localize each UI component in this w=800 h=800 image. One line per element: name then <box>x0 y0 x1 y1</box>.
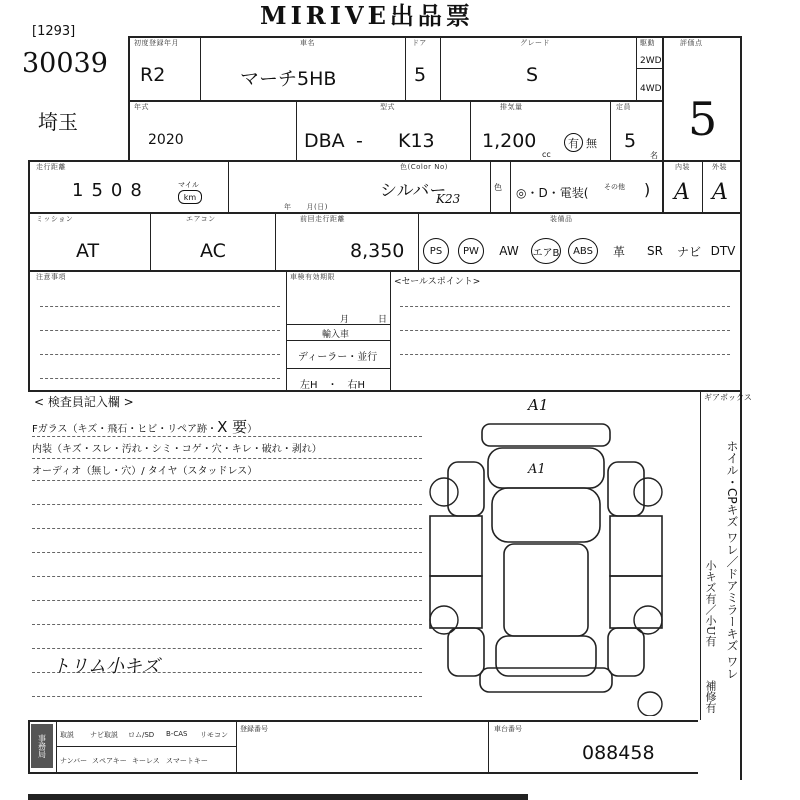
check-manual: 取説 <box>60 731 74 739</box>
car-diagram <box>420 396 670 716</box>
hdr-equip: 装備品 <box>550 215 573 223</box>
left-rear-fender <box>448 628 484 676</box>
rating-exterior: A <box>712 180 728 205</box>
mileage-digit: 8 <box>130 180 142 201</box>
hdr-exterior-score: 外装 <box>712 163 727 171</box>
right-rear-fender <box>608 628 644 676</box>
spare-tire <box>638 692 662 716</box>
glass-line-mark: X 要 <box>217 418 248 436</box>
model-year: 2020 <box>148 132 184 148</box>
displacement: 1,200 <box>482 130 537 152</box>
equip-abs: ABS <box>568 238 598 264</box>
glass-line-text: Fガラス（キズ・飛石・ヒビ・リペア跡・ <box>32 424 218 435</box>
hdr-car-name: 車名 <box>300 39 315 47</box>
check-navi-manual: ナビ取説 <box>90 731 118 739</box>
left-front-door <box>430 516 482 576</box>
glass-line-close: ） <box>247 424 258 435</box>
color-options: ◎・D・電装( <box>516 186 589 200</box>
hdr-interior-score: 内装 <box>675 163 690 171</box>
hdr-grade: グレード <box>520 39 550 47</box>
equip-dtv: DTV <box>710 244 736 258</box>
hdr-color: 色(Color No) <box>400 163 448 171</box>
right-note-sub1: 小キズ有／小U有 <box>704 560 717 647</box>
hdr-drive: 駆動 <box>640 39 655 47</box>
front-bumper <box>482 424 610 446</box>
mileage-unit-km: km <box>178 190 202 204</box>
mileage-digit: 0 <box>110 180 123 201</box>
drive-4wd: 4WD <box>640 84 662 94</box>
equip-sr: SR <box>647 244 663 258</box>
grade: S <box>526 64 539 86</box>
steering-side: 左H ・ 右H <box>300 380 366 391</box>
right-note-main: ホイル・CPキズ ワレ／ドアミラーキズ ワレ <box>725 440 739 680</box>
glass-line <box>32 416 257 437</box>
hdr-notes: 注意事項 <box>36 273 66 281</box>
equip-pw: PW <box>458 238 484 264</box>
hdr-mileage: 走行距離 <box>36 163 66 171</box>
seats-unit: 名 <box>650 151 658 160</box>
chassis-label: 車台番号 <box>494 725 522 733</box>
lot-number: 30039 <box>22 48 108 79</box>
right-front-fender <box>608 462 644 516</box>
equip-aw: AW <box>499 244 519 258</box>
rear-bumper <box>480 668 612 692</box>
ownership-yes: 有 <box>564 133 583 152</box>
audio-line: オーディオ（無し・穴）/ タイヤ（スタッドレス） <box>32 466 258 477</box>
shift: AT <box>76 240 100 262</box>
left-rear-door <box>430 576 482 628</box>
mileage-digit: 5 <box>91 180 103 201</box>
aircon: AC <box>200 240 226 262</box>
diagram-mark-roof: A1 <box>528 462 546 477</box>
import-label: 輸入車 <box>322 330 350 340</box>
car-name: マーチ5HB <box>240 68 337 90</box>
hdr-year-type: 年式 <box>134 103 149 111</box>
tire-front-right <box>634 478 662 506</box>
right-note-sub2: 補修有 <box>704 680 717 713</box>
model-prefix: DBA <box>304 130 345 152</box>
rating-interior: A <box>674 180 690 205</box>
inspector-header: < 検査員記入欄 > <box>34 395 134 409</box>
rating-overall: 5 <box>688 92 718 146</box>
roof <box>504 544 588 636</box>
reg-number-label: 登録番号 <box>240 725 268 733</box>
hdr-rating: 評価点 <box>680 39 703 47</box>
seats: 5 <box>624 130 637 152</box>
drive-2wd: 2WD <box>640 56 662 66</box>
sales-point-label: <セールスポイント> <box>394 277 481 287</box>
mileage-box <box>72 180 142 201</box>
rear-window <box>496 636 596 676</box>
displacement-unit: cc <box>542 150 551 159</box>
check-smart-key: スマートキー <box>166 757 208 765</box>
tire-rear-left <box>430 606 458 634</box>
interior-line: 内装（キズ・スレ・汚れ・シミ・コゲ・穴・キレ・破れ・剥れ） <box>32 444 322 455</box>
hood <box>488 448 604 488</box>
lot-code: [1293] <box>32 24 76 39</box>
hdr-transmission: ミッション <box>36 215 74 223</box>
left-front-fender <box>448 462 484 516</box>
check-keyless: キーレス <box>132 757 160 765</box>
prev-mileage: 8,350 <box>350 240 405 262</box>
check-rom-sd: ロム/SD <box>128 731 155 739</box>
right-column-header: ギアボックス <box>704 393 752 402</box>
tire-front-left <box>430 478 458 506</box>
right-front-door <box>610 516 662 576</box>
mileage-digit: 1 <box>72 180 84 201</box>
hdr-first-reg: 初度登録年月 <box>134 39 179 47</box>
equip-navi: ナビ <box>676 244 701 259</box>
mileage-unit-mile: マイル <box>178 181 199 189</box>
sheet-title: MIRIVE出品票 <box>260 1 474 30</box>
hdr-insp: 車検有効期限 <box>290 273 335 281</box>
right-rear-door <box>610 576 662 628</box>
year-era: R2 <box>140 64 166 86</box>
color-paren: ) <box>644 180 651 199</box>
insp-month: 月 <box>340 315 350 325</box>
color-mark: 色 <box>494 183 502 192</box>
hdr-prev-meter: 前回走行距離 <box>300 215 345 223</box>
tire-rear-right <box>634 606 662 634</box>
diagram-mark-front: A1 <box>528 396 549 414</box>
doors: 5 <box>414 64 427 86</box>
hdr-doors: ドア <box>412 39 427 47</box>
hdr-model: 型式 <box>380 103 395 111</box>
check-spare-key: スペアキー <box>92 757 127 765</box>
check-bcas: B-CAS <box>166 730 188 738</box>
equip-leather: 革 <box>612 244 625 259</box>
color-code: K23 <box>436 192 461 206</box>
color-other: その他 <box>604 183 625 191</box>
check-plate: ナンバー <box>60 757 88 765</box>
insp-day: 日 <box>378 315 388 325</box>
windshield <box>492 488 600 542</box>
model-dash: - <box>356 130 363 152</box>
check-remote: リモコン <box>200 731 228 739</box>
hdr-mileage-tick: 年 月(日) <box>284 203 328 211</box>
dealer-type: ディーラー・並行 <box>298 352 378 363</box>
office-stamp: 事務局 <box>31 724 53 768</box>
equip-ps: PS <box>423 238 449 264</box>
ownership-no: 無 <box>586 137 597 150</box>
model-code: K13 <box>398 130 435 152</box>
location: 埼玉 <box>38 110 78 134</box>
hdr-displacement: 排気量 <box>500 103 523 111</box>
equip-airbag: エアB <box>531 238 561 264</box>
chassis-number: 088458 <box>582 742 655 764</box>
hdr-seats: 定員 <box>616 103 631 111</box>
hdr-aircon: エアコン <box>186 215 216 223</box>
color-name: シルバー <box>380 181 447 201</box>
trim-note: トリム小キズ <box>52 656 160 677</box>
